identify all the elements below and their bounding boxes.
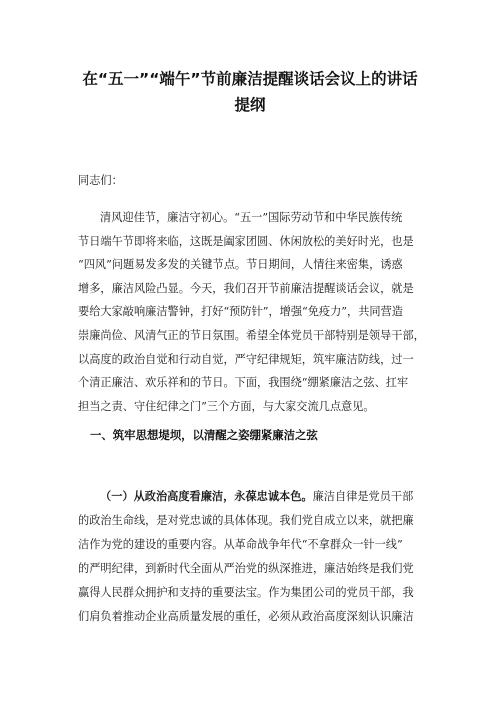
paragraph-line: “四风”问题易发多发的关键节点。节日期间，人情往来密集，诱惑 (78, 258, 403, 272)
paragraph-line: 担当之责、守住纪律之门”三个方面，与大家交流几点意见。 (78, 399, 375, 413)
paragraph-line: 崇廉尚俭、风清气正的节日氛围。希望全体党员干部特别是领导干部， (78, 328, 425, 342)
salutation: 同志们： (78, 174, 123, 187)
paragraph-line: 们肩负着推动企业高质量发展的重任，必须从政治高度深刻认识廉洁 (78, 610, 414, 623)
paragraph-line: 清风迎佳节，廉洁守初心。“五一”国际劳动节和中华民族传统 (100, 211, 403, 224)
paragraph-first-line (78, 485, 428, 509)
paragraph-subsection (78, 485, 428, 629)
paragraph-line: 以高度的政治自觉和行动自觉，严守纪律规矩，筑牢廉洁防线，过一 (78, 352, 414, 366)
subsection-heading: （一）从政治高度看廉洁，永葆忠诚本色。 (100, 490, 313, 503)
paragraph-line: 增多，廉洁风险凸显。今天，我们召开节前廉洁提醒谈话会议，就是 (78, 281, 414, 295)
paragraph-line: 的严明纪律，到新时代全面从严治党的纵深推进，廉洁始终是我们党 (78, 562, 414, 575)
paragraph-line: 要给大家敲响廉洁警钟，打好“预防针”，增强“免疫力”，共同营造 (78, 305, 403, 319)
paragraph-line: 个清正廉洁、欢乐祥和的节日。下面，我围绕“绷紧廉洁之弦、扛牢 (78, 376, 409, 390)
paragraph-line: 洁作为党的建设的重要内容。从革命战争年代“不拿群众一针一线” (78, 538, 403, 551)
document-title (40, 66, 460, 118)
paragraph-line: 的政治生命线，是对党忠诚的具体体现。我们党自成立以来，就把廉 (78, 514, 414, 527)
paragraph-line: 节日端午节即将来临，这既是阖家团圆、休闲放松的美好时光，也是 (78, 234, 414, 248)
paragraph-line: 赢得人民群众拥护和支持的重要法宝。作为集团公司的党员干部，我 (78, 586, 414, 599)
section-heading: 一、筑牢思想堤坝，以清醒之姿绷紧廉洁之弦 (90, 428, 318, 442)
subsection-first-line-rest: 廉洁自律是党员干部 (312, 490, 414, 503)
paragraph-intro (78, 206, 428, 418)
title-line-2: 提纲 (234, 96, 266, 114)
title-line-1: 在“五一”“端午”节前廉洁提醒谈话会议上的讲话 (82, 70, 418, 88)
